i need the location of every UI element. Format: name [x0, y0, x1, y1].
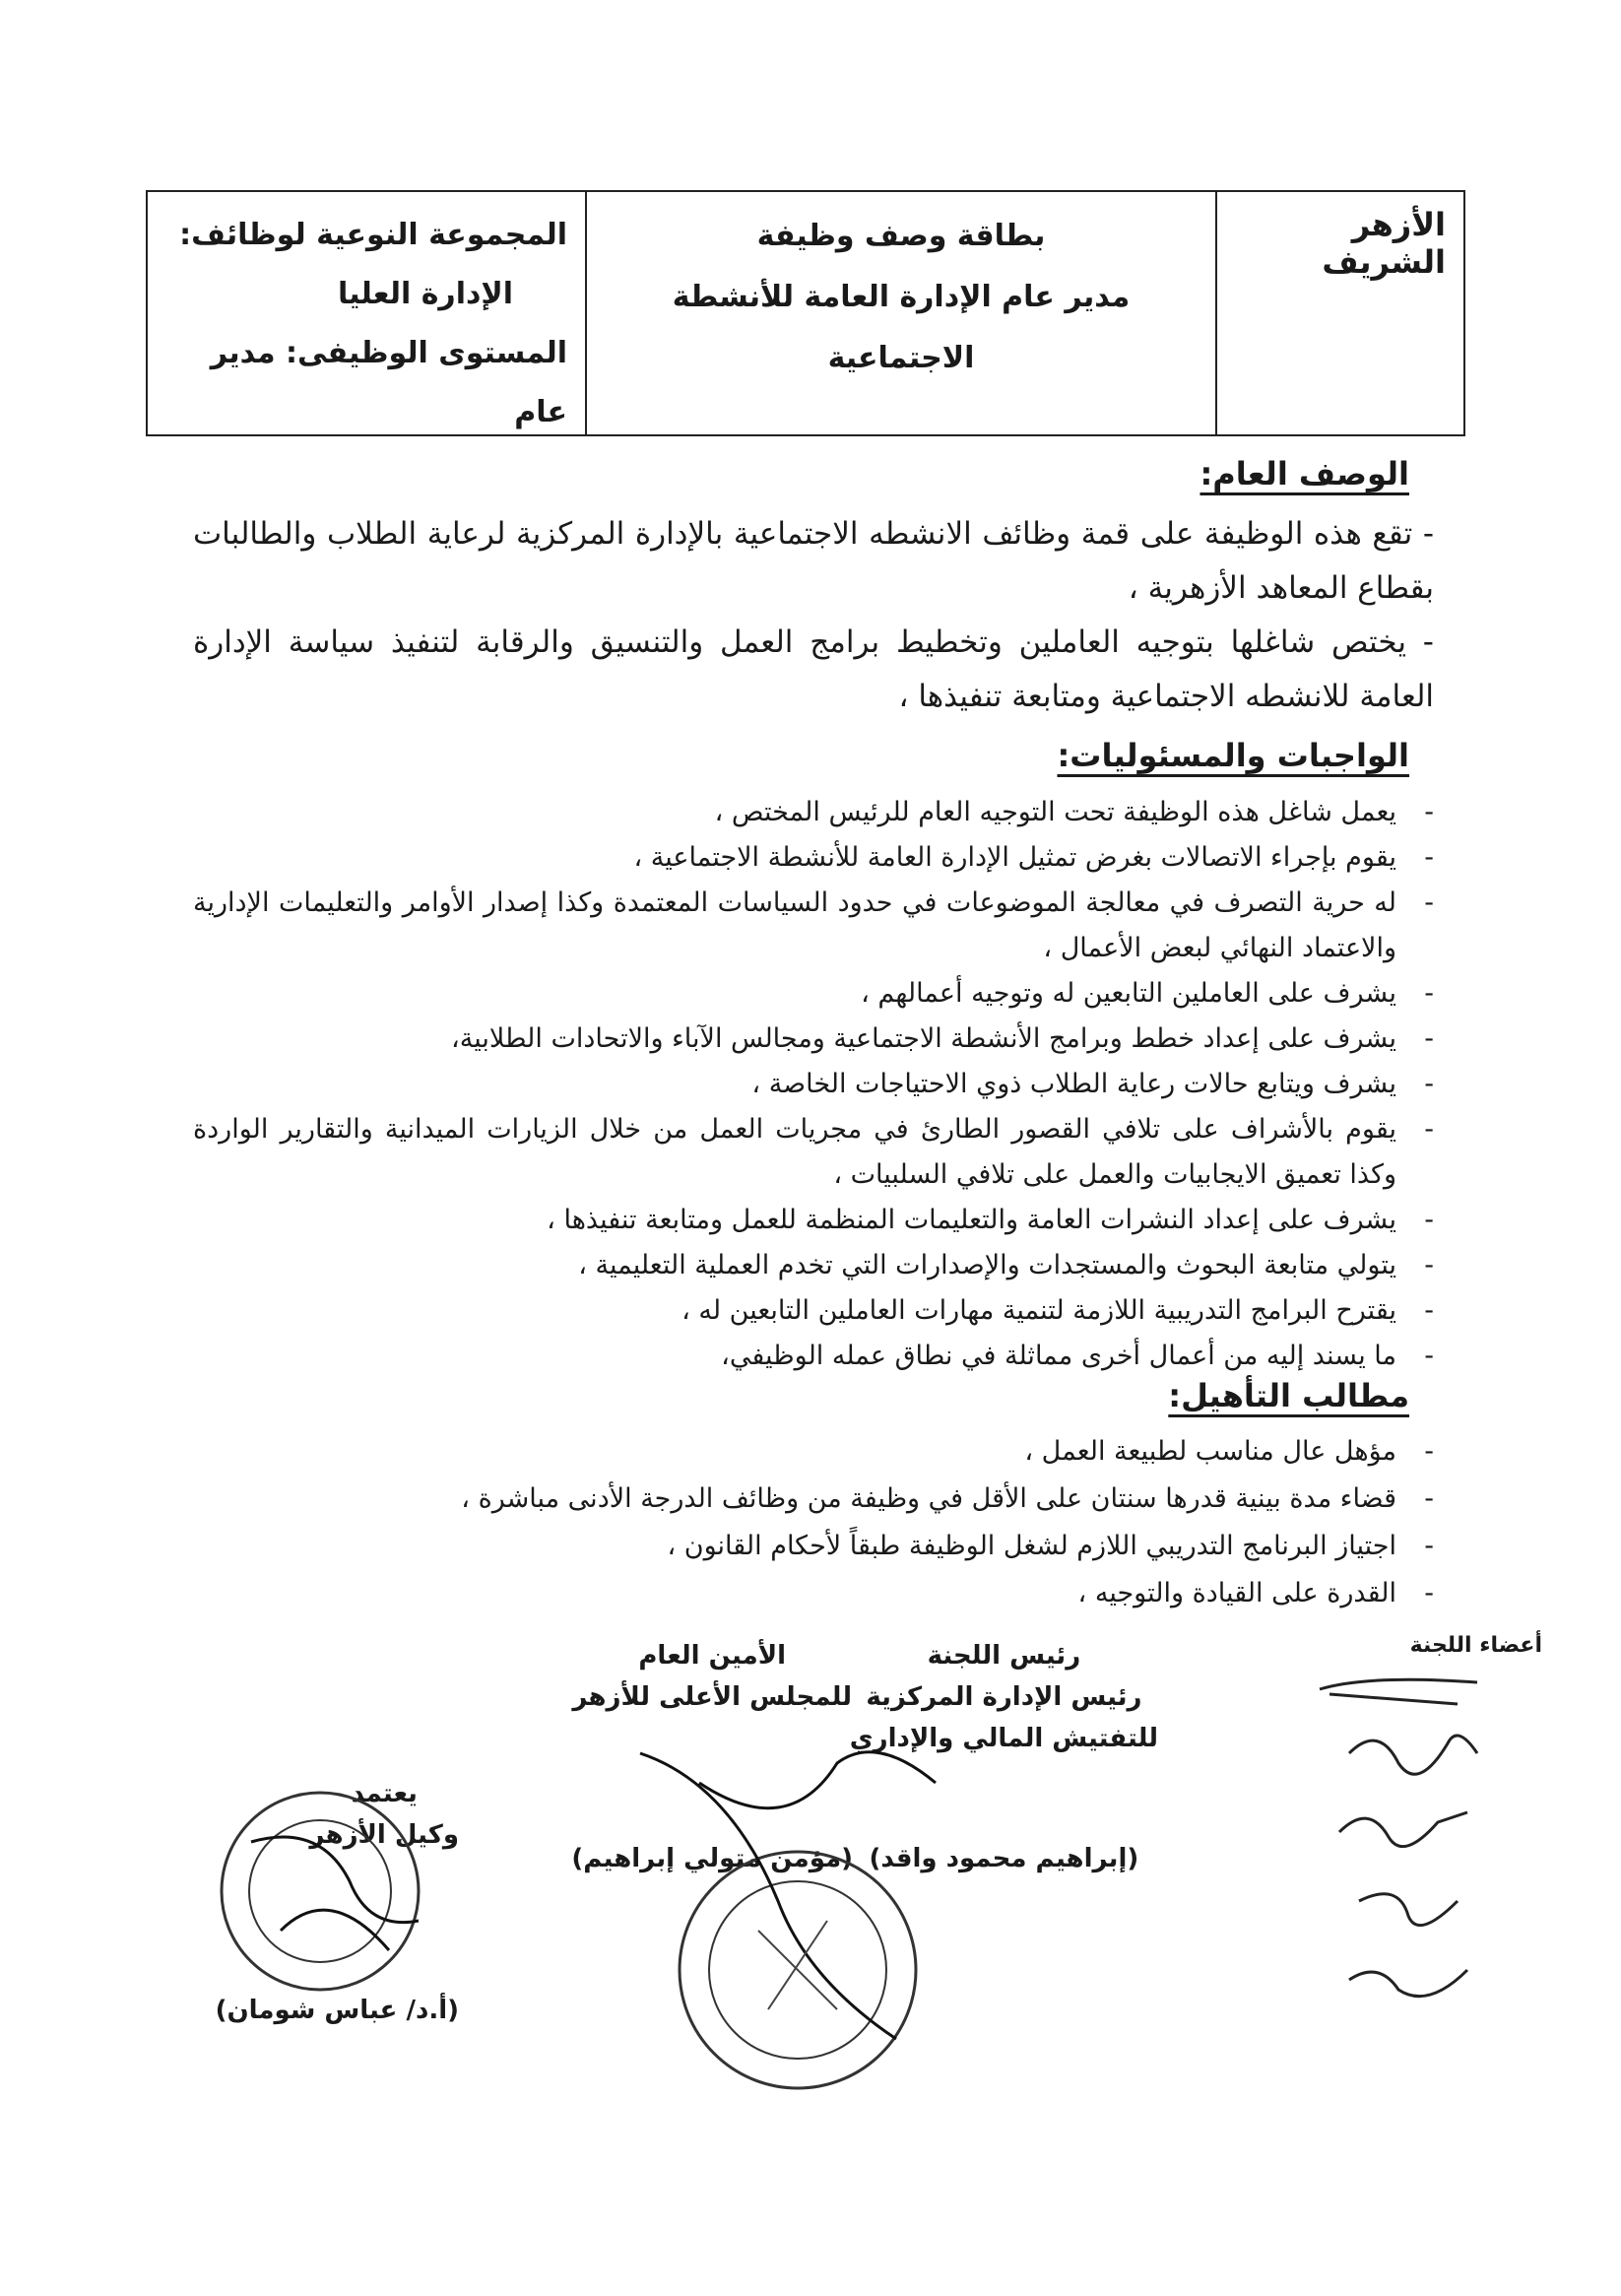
list-item: - ما يسند إليه من أعمال أخرى مماثلة في نطاق عمله الوظيفي، — [193, 1334, 1434, 1379]
job-level: المستوى الوظيفى: مدير عام — [210, 336, 567, 429]
org-cell — [1215, 192, 1463, 434]
deputy-stamp — [192, 1763, 468, 2009]
qualifications-title: مطالب التأهيل: — [1168, 1377, 1409, 1414]
committee-signatures — [1310, 1665, 1497, 2019]
list-item: - القدرة على القيادة والتوجيه ، — [449, 1570, 1434, 1617]
deputy-name: (أ.د/ عباس شومان) — [215, 1996, 459, 2025]
approve-label: يعتمد — [351, 1779, 418, 1808]
secretary-role: للمجلس الأعلى للأزهر — [572, 1682, 852, 1712]
group-cell — [148, 192, 585, 434]
group-label: المجموعة النوعية لوظائف: — [179, 218, 567, 252]
list-item: - يقوم بإجراء الاتصالات بغرض تمثيل الإدارة العامة للأنشطة الاجتماعية ، — [193, 835, 1434, 881]
general-paragraph-2: - يختص شاغلها بتوجيه العاملين وتخطيط برامج العمل والتنسيق والرقابة لتنفيذ سياسة الإدارة العامة للانشطه الاجتماعية ومتابعة تنفيذها ، — [193, 624, 1434, 714]
card-subtitle: مدير عام الإدارة العامة للأنشطة الاجتماعية — [672, 280, 1131, 375]
group-value: الإدارة العليا — [338, 277, 513, 311]
list-item: - يقوم بالأشراف على تلافي القصور الطارئ في مجريات العمل من خلال الزيارات الميدانية والتقارير الواردة وكذا تعميق الايجابيات والعمل على تلافي السلبيات ، — [193, 1107, 1434, 1198]
org-name: الأزهر الشريف — [1322, 206, 1446, 281]
qualifications-list — [449, 1428, 1434, 1617]
list-item: - يشرف ويتابع حالات رعاية الطلاب ذوي الاحتياجات الخاصة ، — [193, 1062, 1434, 1107]
committee-members-label: أعضاء اللجنة — [1409, 1633, 1542, 1658]
general-title: الوصف العام: — [1200, 455, 1409, 492]
list-item: - مؤهل عال مناسب لطبيعة العمل ، — [449, 1428, 1434, 1476]
duties-list — [193, 790, 1434, 1379]
chair-title: رئيس اللجنة — [927, 1641, 1081, 1671]
chair-role-1: رئيس الإدارة المركزية — [866, 1682, 1142, 1712]
list-item: - يقترح البرامج التدريبية اللازمة لتنمية مهارات العاملين التابعين له ، — [193, 1288, 1434, 1334]
list-item: - يشرف على إعداد خطط وبرامج الأنشطة الاجتماعية ومجالس الآباء والاتحادات الطلابية، — [193, 1017, 1434, 1062]
list-item: - يعمل شاغل هذه الوظيفة تحت التوجيه العام للرئيس المختص ، — [193, 790, 1434, 835]
chair-role-2: للتفتيش المالي والإداري — [849, 1724, 1158, 1753]
list-item: - يتولي متابعة البحوث والمستجدات والإصدارات التي تخدم العملية التعليمية ، — [193, 1243, 1434, 1288]
card-title: بطاقة وصف وظيفة — [756, 219, 1046, 253]
header-table — [146, 190, 1465, 436]
duties-title: الواجبات والمسئوليات: — [1057, 737, 1409, 774]
list-item: - يشرف على العاملين التابعين له وتوجيه أعمالهم ، — [193, 971, 1434, 1017]
title-cell — [585, 192, 1215, 434]
secretary-name: (مؤمن متولي إبراهيم) — [571, 1844, 853, 1873]
list-item: - اجتياز البرنامج التدريبي اللازم لشغل الوظيفة طبقاً لأحكام القانون ، — [449, 1523, 1434, 1570]
deputy-title: وكيل الأزهر — [309, 1820, 459, 1850]
chair-name: (إبراهيم محمود واقد) — [869, 1844, 1139, 1873]
list-item: - يشرف على إعداد النشرات العامة والتعليمات المنظمة للعمل ومتابعة تنفيذها ، — [193, 1198, 1434, 1243]
general-paragraph-1: - تقع هذه الوظيفة على قمة وظائف الانشطه الاجتماعية بالإدارة المركزية لرعاية الطلاب والطالبات بقطاع المعاهد الأزهرية ، — [193, 516, 1434, 606]
official-stamp — [581, 1724, 995, 2118]
secretary-title: الأمين العام — [638, 1641, 786, 1671]
list-item: - له حرية التصرف في معالجة الموضوعات في حدود السياسات المعتمدة وكذا إصدار الأوامر والتعليمات الإدارية والاعتماد النهائي لبعض الأعمال ، — [193, 881, 1434, 971]
list-item: - قضاء مدة بينية قدرها سنتان على الأقل في وظيفة من وظائف الدرجة الأدنى مباشرة ، — [449, 1476, 1434, 1523]
